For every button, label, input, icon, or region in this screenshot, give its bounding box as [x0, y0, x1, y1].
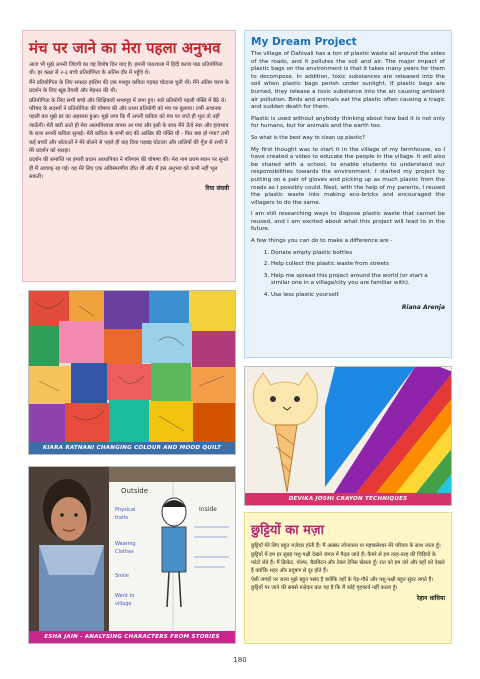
image-caption: KIARA RATNANI CHANGING COLOUR AND MOOD QUILT	[29, 442, 235, 454]
article-title: My Dream Project	[251, 36, 357, 48]
author-name: Riana Arenja	[401, 303, 445, 311]
quilt-artwork-drawing	[29, 291, 236, 455]
paragraph: ऐसी जगहों पर जाना मुझे बहुत पसंद है क्योंकि वहाँ के पेड़-पौधे और पशु-पक्षी बहुत सुंदर लगते हैं। छुट्टियों पर जाने की सबसे मज़ेदार बात यह है कि मैं कोई गृहकार्य नहीं करता हूँ।	[251, 577, 434, 591]
paragraph: प्रदर्शन की समाप्ति पर हमारी प्रधान अध्यापिका ने परिणाम की घोषणा की। मेरा नाम प्रथम स्थान पर सुनते ही मैं आवाक् रह गई। वह मेरे लिए एक अविस्मरणीय जीत थी और मैं इस अनुभव को कभी नहीं भूल सकती।	[29, 157, 229, 181]
action-list	[251, 250, 445, 300]
rainbow-stripes	[325, 367, 452, 506]
image-caption: DEVIKA JOSHI CRAYON TECHNIQUES	[245, 493, 451, 505]
list-item: 1. Donate empty plastic bottles	[271, 250, 445, 258]
page-number: 180	[233, 656, 247, 664]
poster-note: Physical	[115, 507, 136, 513]
esha-photo-drawing	[29, 467, 236, 644]
paragraph: A few things you can do to make a difference are -	[251, 238, 393, 245]
esha-photo-image	[28, 466, 236, 644]
quilt-artwork-image	[28, 290, 236, 455]
poster-note: Smile	[115, 573, 129, 579]
paragraph: छुट्टियाँ मेरे लिए बहुत मज़ेदार होती हैं। मैं अक्सर लोनावला या महाबलेश्वर मेरे परिवार के साथ जाता हूँ।	[251, 543, 441, 549]
poster-outside-label: Outside	[121, 487, 149, 495]
poster-note: traits	[115, 515, 129, 521]
list-item: 4. Use less plastic yourself.	[271, 292, 445, 300]
paragraph: आज भी मुझे अपनी जिंदगी का वह विशेष दिन याद है। हमारी पाठशाला में हिंदी काव्य पाठ प्रतियोगिता थी। हर कक्षा से २-३ बच्चे प्रतियोगिता के अंतिम दौर में पहुँचे थे।	[29, 62, 223, 77]
paragraph: प्रतियोगिता के लिए सभी बच्चे और शिक्षिकाएँ सभागृह में जमा हुए। सारे प्रतियोगी पहली पंक्ति में बैठे थे। परिषद के सदस्यों ने प्रतियोगिता की घोषणा की और प्रथम प्रतियोगी को मंच पर बुलाया। तभी अचानक पहली बार मुझे डर का अहसास हुआ। मुझे लगा कि मैं अपनी कविता को मंच पर जाते ही भूल तो नहीं जाऊँगी। मेरी बारी आते ही मेरा आत्मविश्वास वापस आ गया और इसी के साथ मैंने ऊँचे स्वर और हावभाव के साथ अपनी कविता सुनाई। मेरी कविता के सभी छंद की आखिर की पंक्ति थी - फिर क्या हो गया? तभी कई बच्चों और श्रोताओं ने मेरे बोलने से पहले ही कह दिया गड़बड़ घोटाला और तालियों की गूँज से सभी ने मेरे प्रदर्शन को सराहा।	[29, 97, 229, 155]
article-title: मंच पर जाने का मेरा पहला अनुभव	[29, 39, 221, 57]
paragraph: मैंने प्रतियोगिता के लिए सफदर हाशिम की एक मशहूर कविता गड़बड़ घोटाला चुनी थी। मैंने अंतिम चरण के प्रदर्शन के लिए खूब तैयारी और मेहनत की थी।	[29, 79, 229, 95]
paragraph: My first thought was to start it in the village of my farmhouse, so I have created a video to educate the people in the village. It will also be shared with a school, to enable students to understand our responsibilities towards the environment. I started my project by putting on a pair of gloves and picking up as much plastic from the roads as I possibly could. Next, with the help of my parents, I reused the plastic waste into making eco-bricks and encouraged the villagers to do the same.	[251, 146, 445, 206]
list-item: 2. Help collect the plastic waste from streets	[271, 261, 445, 269]
hindi-article-first-stage	[22, 30, 236, 282]
crayon-artwork-image	[244, 366, 452, 506]
poster-note: Clothes	[115, 549, 134, 555]
author-name: रेहान धांधिया	[416, 595, 445, 602]
article-title: छुट्टियों का मज़ा	[251, 523, 324, 538]
crayon-artwork-drawing	[245, 367, 452, 506]
poster-inside-label: Inside	[199, 506, 217, 513]
english-article-dream-project	[244, 30, 452, 358]
paragraph: Plastic is used without anybody thinking about how bad it is not only for humans, but for animals and the earth too.	[251, 115, 445, 130]
hindi-article-holidays	[244, 512, 452, 644]
author-name: रिया संघवी	[205, 184, 229, 192]
poster-note: Wearing	[115, 541, 136, 547]
question: So what is the best way to clean up plastic?	[251, 134, 365, 141]
paragraph: छुट्टियों में हम हर सुबह पशु-पक्षी देखने जंगल में पैदल जाते हैं। कैमरे से हम तरह-तरह की चिड़ियों के फोटो लेते हैं। मैं क्रिकेट, गोल्फ, बैडमिंटन और टेबल टेनिस खेलता हूँ। रात को हम तारे और ग्रहों को देखते हैं क्योंकि शहर और प्रदूषण से दूर होते हैं।	[251, 552, 445, 574]
paragraph: The village of Dahivali has a ton of plastic waste all around the sides of the roads, and it pollutes the soil and air. The major impact of plastic bags on the environment is that it takes many years for them to decompose. In addition, toxic substances are released into the soil when plastic bags perish under sunlight. If plastic bags are burned, they release a toxic substance into the air causing ambient air pollution. Birds and animals eat the plastic often causing a tragic and sudden death for them.	[251, 51, 445, 111]
image-caption: ESHA JAIN - ANALYSING CHARACTERS FROM STORIES	[29, 631, 235, 643]
list-item: 3. Help me spread this project around the world (or start a similar one in a village/city you are familiar with).	[271, 273, 445, 288]
paragraph: I am still researching ways to dispose plastic waste that cannot be reused, and I am excited about what this project will lead to in the future.	[251, 211, 445, 233]
poster-note: Went to	[115, 593, 135, 599]
poster-note: village	[115, 601, 132, 607]
